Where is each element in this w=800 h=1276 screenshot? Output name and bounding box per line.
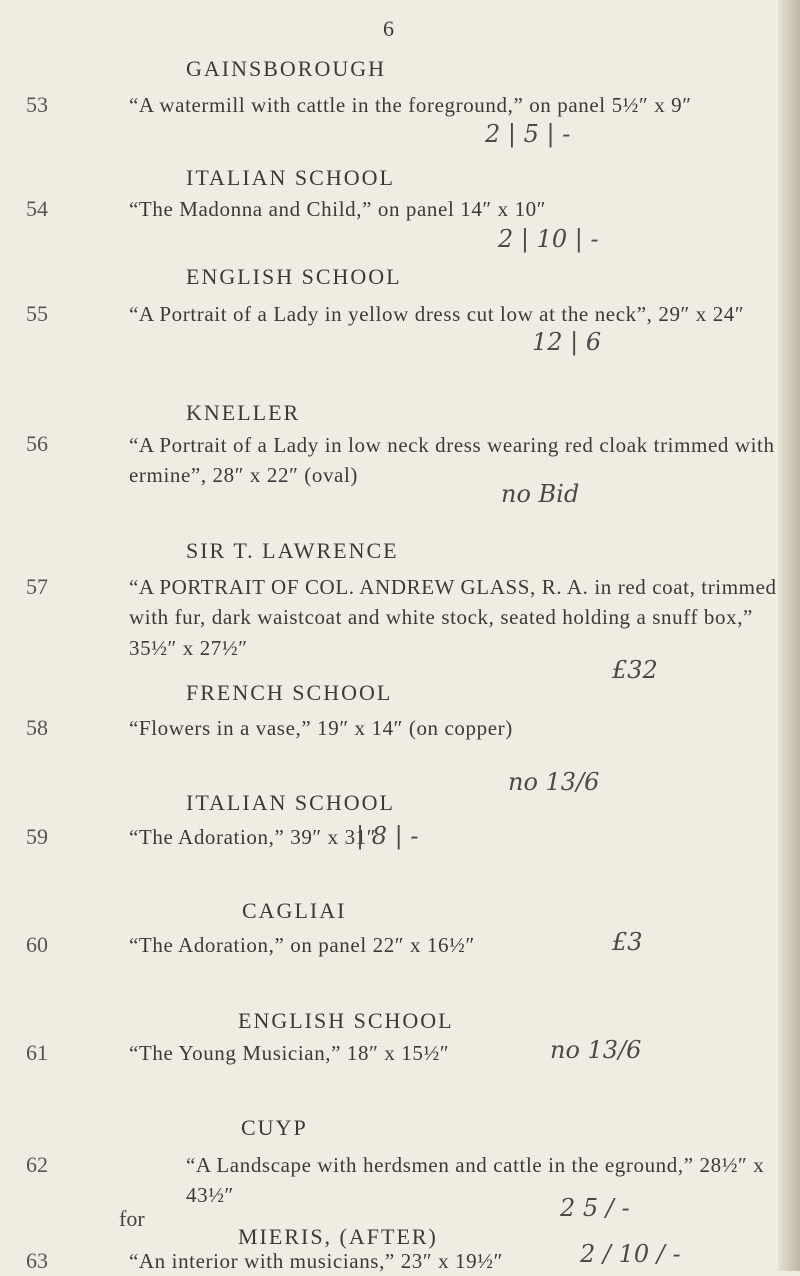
handwritten-price: | 8 | - — [356, 822, 419, 850]
handwritten-price: £32 — [612, 656, 658, 684]
handwritten-price: no 13/6 — [550, 1036, 642, 1064]
lot-number: 58 — [26, 715, 48, 740]
lot-description: “Flowers in a vase,” 19″ x 14″ (on copper) — [129, 716, 513, 740]
artist-heading: SIR T. LAWRENCE — [186, 538, 399, 563]
page-number: 6 — [383, 16, 394, 41]
lot-description: “A PORTRAIT OF COL. ANDREW GLASS, R. A. in red coat, trimmed with fur, dark waistcoat and white stock, seated holding a snuff box,” 35½″ x 27½″ — [129, 575, 777, 660]
handwritten-price: 12 | 6 — [532, 328, 602, 356]
lot-description: “A Landscape with herdsmen and cattle in the eground,” 28½″ x 43½″ — [186, 1153, 765, 1208]
handwritten-price: 2 | 5 | - — [485, 120, 571, 148]
artist-heading: MIERIS, (AFTER) — [238, 1224, 438, 1249]
artist-heading: ITALIAN SCHOOL — [186, 165, 395, 190]
lot-number: 53 — [26, 92, 48, 117]
handwritten-price: 2 5 / - — [560, 1194, 630, 1222]
lot-number: 59 — [26, 824, 48, 849]
lot-number: 57 — [26, 574, 48, 599]
handwritten-price: 2 | 10 | - — [498, 225, 599, 253]
lot-description: “A Portrait of a Lady in yellow dress cut low at the neck”, 29″ x 24″ — [129, 302, 745, 326]
artist-heading: KNELLER — [186, 400, 301, 425]
page-edge — [778, 0, 800, 1271]
lot-description: “The Young Musician,” 18″ x 15½″ — [129, 1041, 450, 1065]
artist-heading: CAGLIAI — [242, 898, 347, 923]
artist-heading: ENGLISH SCHOOL — [186, 264, 402, 289]
artist-heading: ITALIAN SCHOOL — [186, 790, 395, 815]
lot-number: 60 — [26, 932, 48, 957]
margin-word: for — [119, 1206, 145, 1231]
lot-number: 61 — [26, 1040, 48, 1065]
artist-heading: ENGLISH SCHOOL — [238, 1008, 454, 1033]
lot-description: “A watermill with cattle in the foreground,” on panel 5½″ x 9″ — [129, 93, 692, 117]
lot-number: 56 — [26, 431, 48, 456]
artist-heading: FRENCH SCHOOL — [186, 680, 393, 705]
artist-heading: GAINSBOROUGH — [186, 56, 387, 81]
lot-number: 55 — [26, 301, 48, 326]
lot-number: 54 — [26, 196, 48, 221]
handwritten-price: £3 — [612, 928, 643, 956]
lot-number: 62 — [26, 1152, 48, 1177]
lot-description: “A Portrait of a Lady in low neck dress wearing red cloak trimmed with ermine”, 28″ x 22″ (oval) — [129, 433, 775, 488]
lot-description: “The Adoration,” on panel 22″ x 16½″ — [129, 933, 475, 957]
lot-description: “The Adoration,” 39″ x 31″ — [129, 825, 377, 849]
handwritten-price: no 13/6 — [508, 768, 600, 796]
artist-heading: CUYP — [241, 1115, 308, 1140]
handwritten-price: 2 / 10 / - — [580, 1240, 681, 1268]
handwritten-price: no Bid — [501, 480, 580, 508]
lot-description: “An interior with musicians,” 23″ x 19½″ — [129, 1249, 503, 1273]
lot-description: “The Madonna and Child,” on panel 14″ x 10″ — [129, 197, 547, 221]
lot-number: 63 — [26, 1248, 48, 1273]
